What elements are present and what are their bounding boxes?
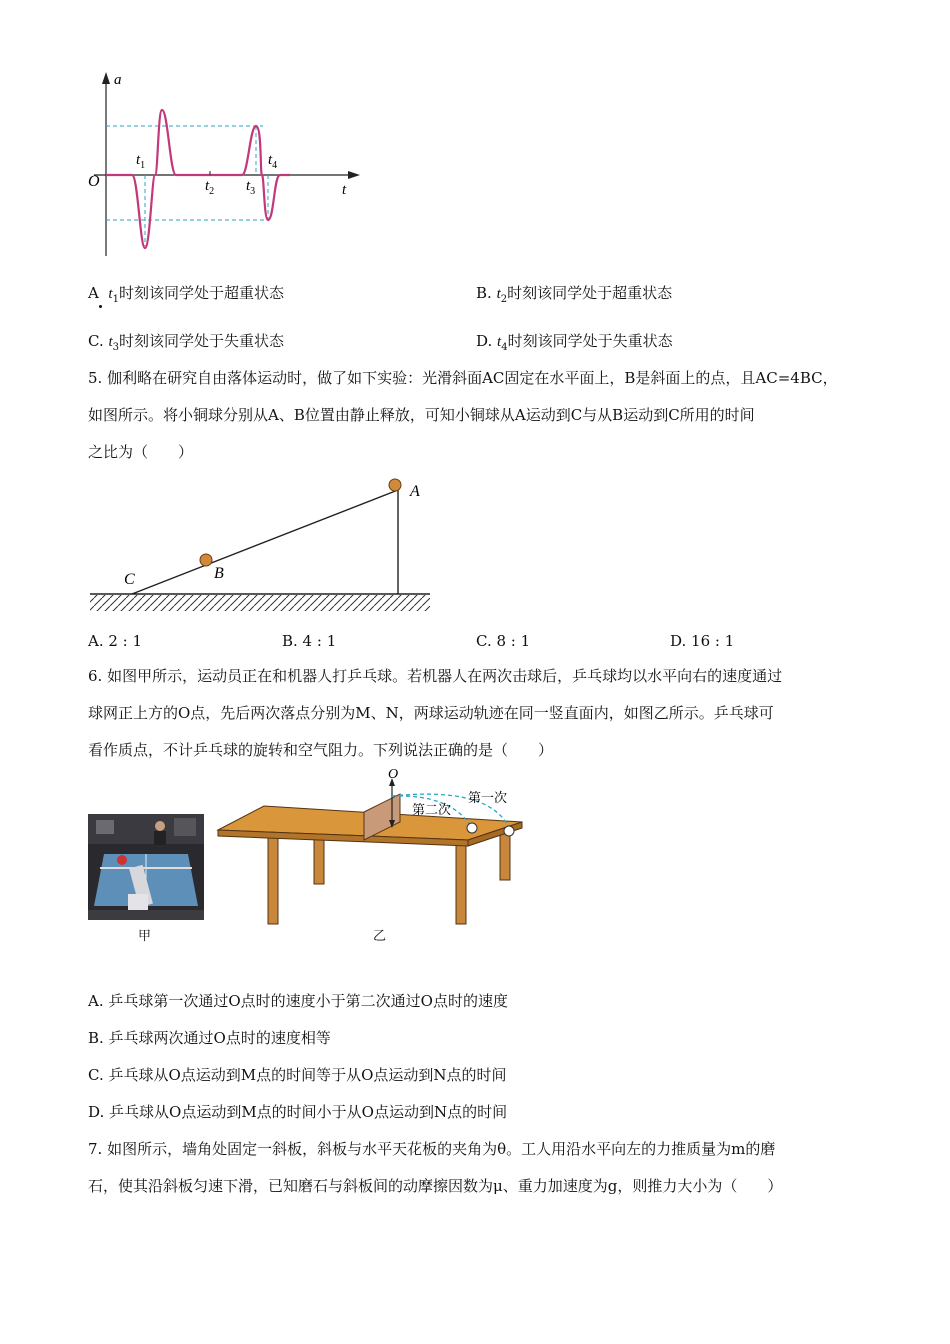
- caption-jia: 甲: [138, 929, 152, 944]
- q4-option-d[interactable]: D. $t_4$时刻该同学处于失重状态: [476, 332, 673, 353]
- q6-stem: [88, 658, 868, 769]
- point-a-label: A: [410, 483, 420, 500]
- point-b-label: B: [214, 565, 224, 582]
- point-c-label: C: [124, 571, 135, 588]
- q6-option-b[interactable]: B. 乒乓球两次通过O点时的速度相等: [88, 1029, 331, 1047]
- label-o: O: [388, 767, 399, 782]
- q4-option-a[interactable]: A $t_1$时刻该同学处于超重状态: [88, 284, 284, 305]
- label-second: 第二次: [412, 802, 452, 817]
- q6-option-a[interactable]: A. 乒乓球第一次通过O点时的速度小于第二次通过O点时的速度: [88, 992, 508, 1010]
- q7-line-1: 7. 如图所示，墙角处固定一斜板，斜板与水平天花板的夹角为θ。工人用沿水平向左的力推质量为m的磨: [88, 1140, 776, 1158]
- q5-option-d[interactable]: D. 16 : 1: [670, 632, 735, 650]
- q6-line-2: 球网正上方的O点，先后两次落点分别为M、N，两球运动轨迹在同一竖直面内，如图乙所示。乒乓球可: [88, 704, 774, 722]
- q5-option-a[interactable]: A. 2 : 1: [88, 632, 143, 650]
- q4-option-b[interactable]: B. $t_2$时刻该同学处于超重状态: [476, 284, 673, 305]
- q5-line-1: 5. 伽利略在研究自由落体运动时，做了如下实验：光滑斜面AC固定在水平面上，B是斜面上的点，且AC=4BC，: [88, 369, 838, 387]
- q6-line-1: 6. 如图甲所示，运动员正在和机器人打乒乓球。若机器人在两次击球后，乒乓球均以水平向右的速度通过: [88, 667, 783, 685]
- acceleration-time-graph: [80, 68, 370, 268]
- q5-option-b[interactable]: B. 4 : 1: [282, 632, 337, 650]
- incline-figure: [86, 470, 436, 620]
- caption-yi: 乙: [373, 929, 387, 944]
- q6-option-d[interactable]: D. 乒乓球从O点运动到M点的时间小于从O点运动到N点的时间: [88, 1103, 508, 1121]
- q5-line-2: 如图所示。将小铜球分别从A、B位置由静止释放，可知小铜球从A运动到C与从B运动到C所用的时间: [88, 406, 755, 424]
- robot-pingpong-photo: [88, 814, 204, 920]
- axis-t-label: t: [342, 182, 347, 198]
- svg-text:t3: $t_3$: [246, 178, 256, 197]
- q5-line-3: 之比为（ ）: [88, 443, 194, 461]
- q4-option-c[interactable]: C. $t_3$时刻该同学处于失重状态: [88, 332, 285, 353]
- svg-text:t2: $t_2$: [205, 178, 215, 197]
- q5-option-c[interactable]: C. 8 : 1: [476, 632, 531, 650]
- q6-option-c[interactable]: C. 乒乓球从O点运动到M点的时间等于从O点运动到N点的时间: [88, 1066, 507, 1084]
- q5-stem: [88, 360, 868, 471]
- label-first: 第一次: [468, 790, 508, 805]
- svg-text:t4: $t_4$: [268, 152, 278, 171]
- q6-line-3: 看作质点，不计乒乓球的旋转和空气阻力。下列说法正确的是（ ）: [88, 741, 554, 759]
- q7-stem: [88, 1131, 868, 1205]
- table-trajectory-figure: [212, 764, 532, 929]
- q7-line-2: 石，使其沿斜板匀速下滑，已知磨石与斜板间的动摩擦因数为μ、重力加速度为g，则推力大小为（ ）: [88, 1177, 783, 1195]
- axis-a-label: a: [114, 72, 122, 88]
- svg-text:t1: $t_1$: [136, 152, 146, 171]
- origin-label: O: [88, 173, 100, 190]
